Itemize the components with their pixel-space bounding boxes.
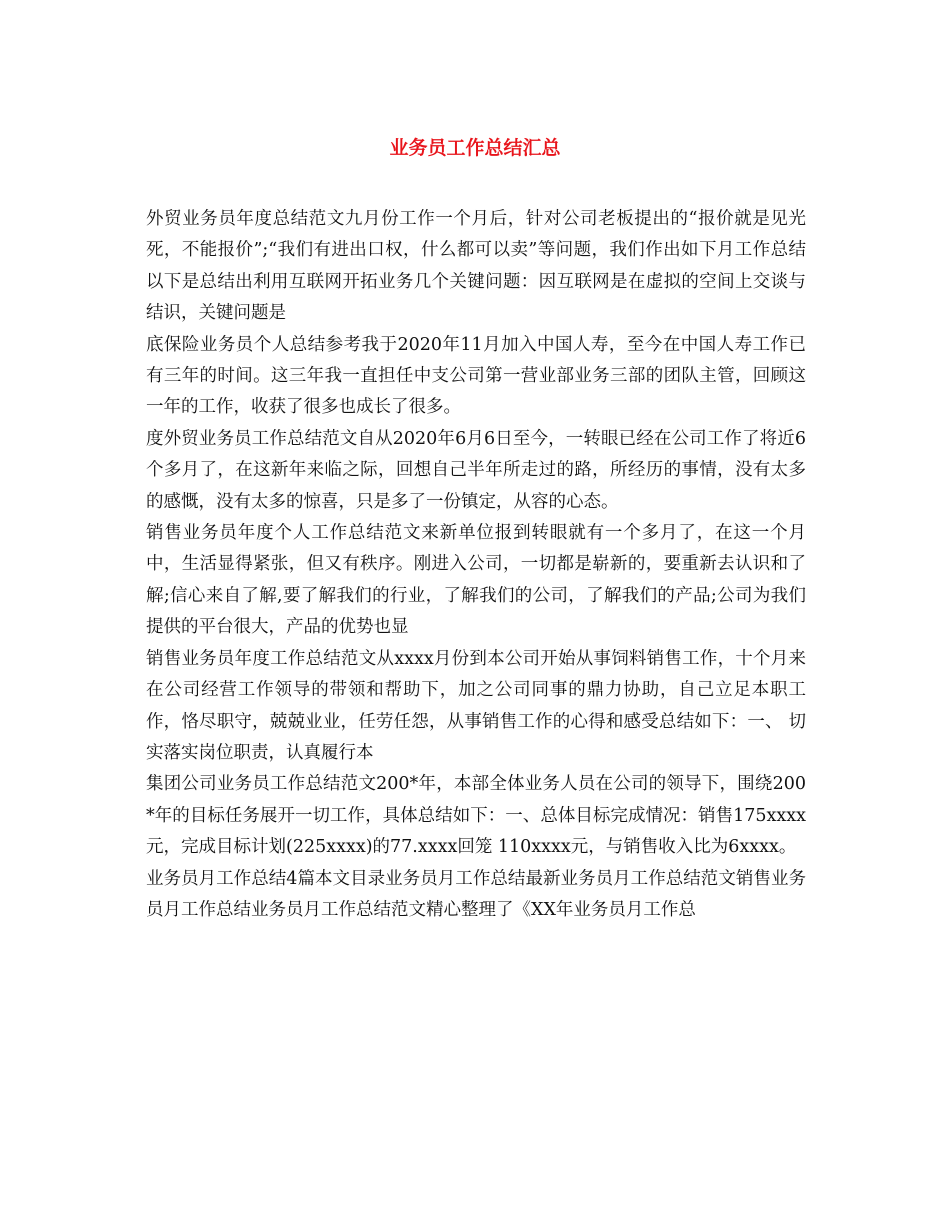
- document-title: 业务员工作总结汇总: [389, 137, 561, 159]
- paragraph-7: 业务员月工作总结4篇本文目录业务员月工作总结最新业务员月工作总结范文销售业务员月工作总结业务员月工作总结范文精心整理了《XX年业务员月工作总: [146, 868, 806, 920]
- paragraph-2: 底保险业务员个人总结参考我于2020年11月加入中国人寿，至今在中国人寿工作已有三年的时间。这三年我一直担任中支公司第一营业部业务三部的团队主管，回顾这一年的工作，收获了很多也成长了很多。: [146, 334, 806, 418]
- document-body: [146, 204, 806, 926]
- paragraph-3: 度外贸业务员工作总结范文自从2020年6月6日至今，一转眼已经在公司工作了将近6个多月了，在这新年来临之际，回想自己半年所走过的路，所经历的事情，没有太多的感慨，没有太多的惊喜，只是多了一份镇定，从容的心态。: [146, 428, 806, 512]
- paragraph-6: 集团公司业务员工作总结范文200*年，本部全体业务人员在公司的领导下，围绕200*年的目标任务展开一切工作，具体总结如下：一、总体目标完成情况：销售175xxxx元，完成目标计划(225xxxx)的77.xxxx回笼 110xxxx元，与销售收入比为6xxxx。: [146, 774, 806, 858]
- paragraph-1: 外贸业务员年度总结范文九月份工作一个月后，针对公司老板提出的“报价就是见光死，不能报价”;“我们有进出口权，什么都可以卖”等问题，我们作出如下月工作总结 以下是总结出利用互联网开拓业务几个关键问题：因互联网是在虚拟的空间上交谈与结识，关键问题是: [146, 209, 806, 324]
- paragraph-4: 销售业务员年度个人工作总结范文来新单位报到转眼就有一个多月了，在这一个月中，生活显得紧张，但又有秩序。刚进入公司，一切都是崭新的，要重新去认识和了解;信心来自了解,要了解我们的行业，了解我们的公司，了解我们的产品;公司为我们提供的平台很大，产品的优势也显: [146, 523, 806, 638]
- paragraph-5: 销售业务员年度工作总结范文从xxxx月份到本公司开始从事饲料销售工作，十个月来在公司经营工作领导的带领和帮助下，加之公司同事的鼎力协助，自己立足本职工作，恪尽职守，兢兢业业，任劳任怨，从事销售工作的心得和感受总结如下：一、 切实落实岗位职责，认真履行本: [146, 648, 806, 763]
